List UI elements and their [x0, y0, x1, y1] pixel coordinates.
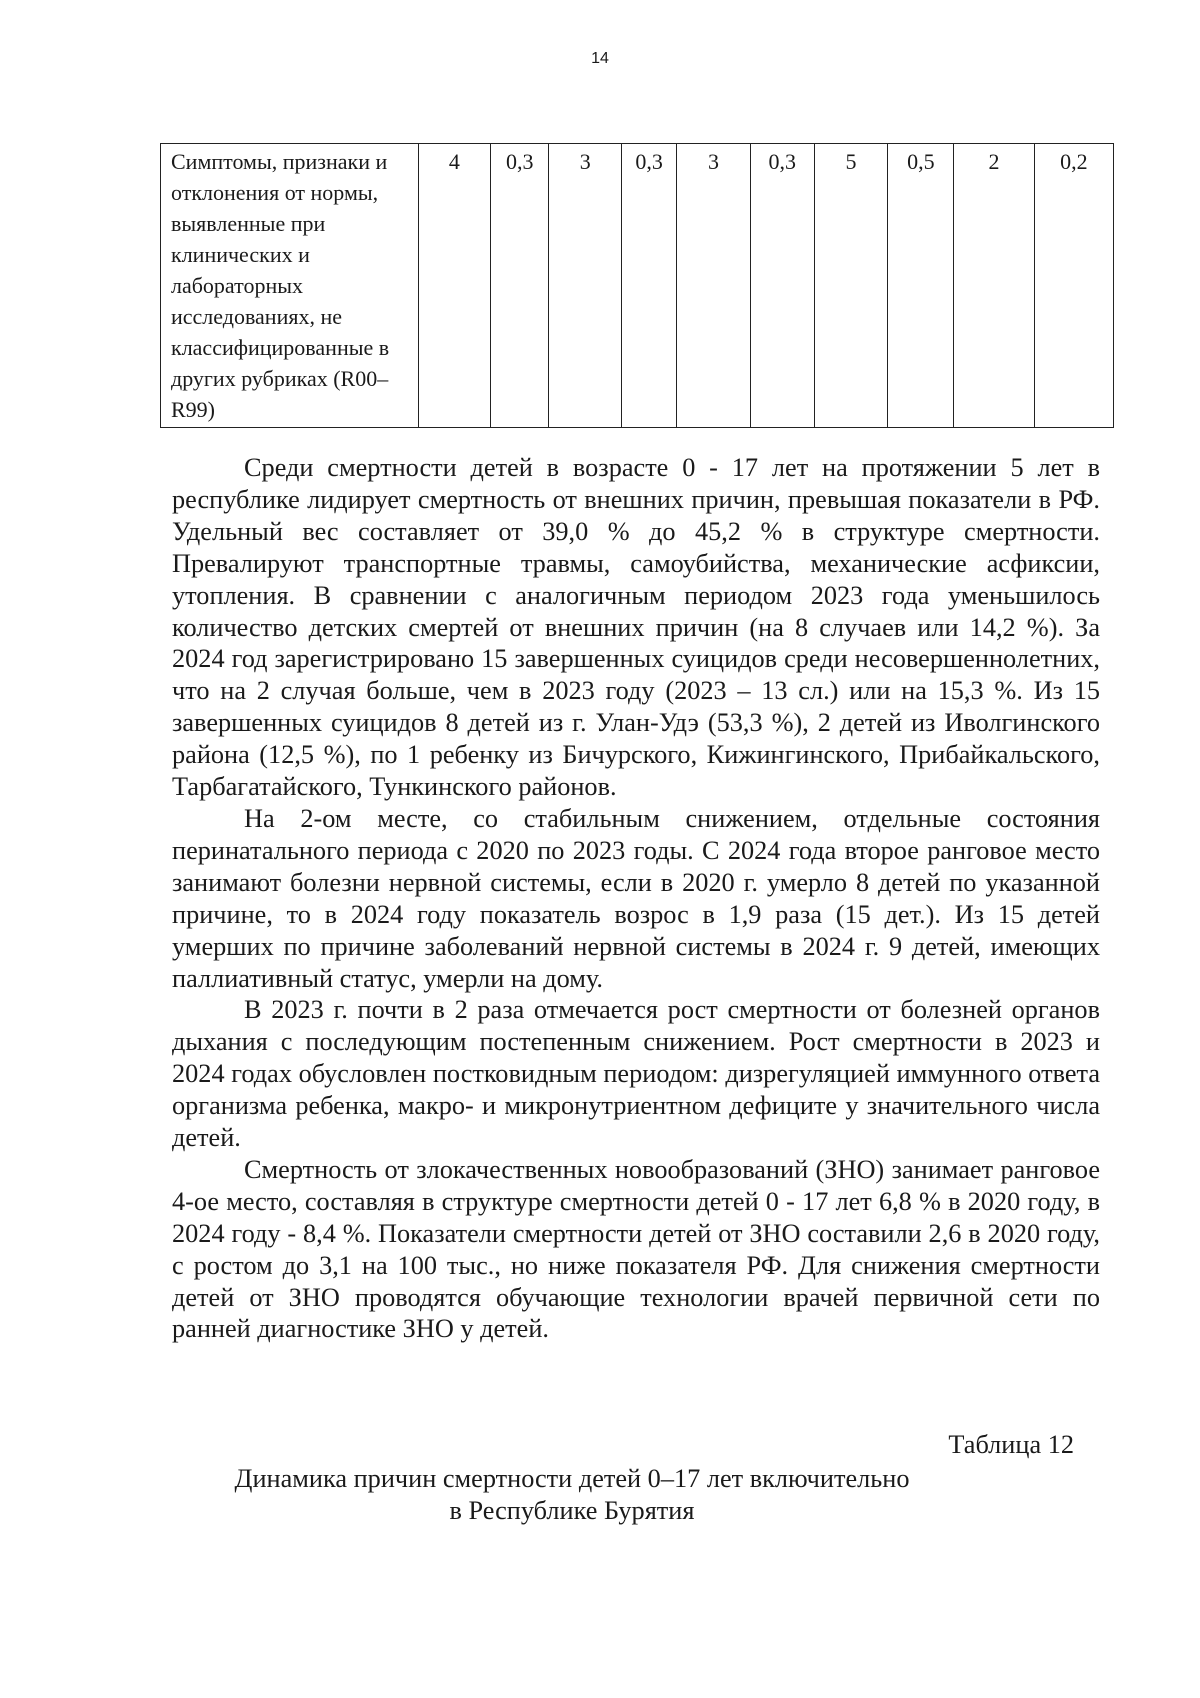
page-number: 14 — [591, 50, 609, 67]
table-cell: 0,3 — [491, 144, 549, 428]
table-cell: 0,3 — [750, 144, 814, 428]
body-text — [172, 452, 1100, 1345]
row-label: Симптомы, признаки и отклонения от нормы, выявленные при клинических и лабораторных исследованиях, не классифицированные в других рубриках (R00–R99) — [161, 144, 419, 428]
paragraph: Среди смертности детей в возрасте 0 - 17 лет на протяжении 5 лет в республике лидирует смертность от внешних причин, превышая показатели в РФ. Удельный вес составляет от 39,0 % до 45,2 % в структуре смертности. Превалируют транспортные травмы, самоубийства, механические асфиксии, утопления. В сравнении с аналогичным периодом 2023 года уменьшилось количество детских смертей от внешних причин (на 8 случаев или 14,2 %). За 2024 год зарегистрировано 15 завершенных суицидов среди несовершеннолетних, что на 2 случая больше, чем в 2023 году (2023 – 13 сл.) или на 15,3 %. Из 15 завершенных суицидов 8 детей из г. Улан-Удэ (53,3 %), 2 детей из Иволгинского района (12,5 %), по 1 ребенку из Бичурского, Кижингинского, Прибайкальского, Тарбагатайского, Тункинского районов. — [172, 453, 1100, 802]
table-cell: 0,5 — [888, 144, 954, 428]
mortality-table-fragment — [160, 143, 1114, 428]
table-title-line: Динамика причин смертности детей 0–17 лет включительно — [234, 1464, 910, 1493]
table-cell: 0,2 — [1034, 144, 1113, 428]
table-cell: 5 — [814, 144, 888, 428]
table-cell: 4 — [418, 144, 491, 428]
table-title-line: в Республике Бурятия — [449, 1496, 695, 1525]
table-title — [192, 1463, 952, 1527]
paragraph: На 2-ом месте, со стабильным снижением, отдельные состояния перинатального периода с 2020 по 2023 годы. С 2024 года второе ранговое место занимают болезни нервной системы, если в 2020 г. умерло 8 детей по указанной причине, то в 2024 году показатель возрос в 1,9 раза (15 дет.). Из 15 детей умерших по причине заболеваний нервной системы в 2024 г. 9 детей, имеющих паллиативный статус, умерли на дому. — [172, 803, 1100, 993]
table-cell: 2 — [954, 144, 1034, 428]
paragraph: В 2023 г. почти в 2 раза отмечается рост смертности от болезней органов дыхания с последующим постепенным снижением. Рост смертности в 2023 и 2024 годах обусловлен постковидным периодом: дизрегуляцией иммунного ответа организма ребенка, макро- и микронутриентном дефиците у значительного числа детей. — [172, 995, 1100, 1153]
table-cell: 3 — [549, 144, 622, 428]
table-number: Таблица 12 — [948, 1430, 1074, 1459]
paragraph: Смертность от злокачественных новообразований (ЗНО) занимает ранговое 4-ое место, составляя в структуре смертности детей 0 - 17 лет 6,8 % в 2020 году, в 2024 году - 8,4 %. Показатели смертности детей от ЗНО составили 2,6 в 2020 году, с ростом до 3,1 на 100 тыс., но ниже показателя РФ. Для снижения смертности детей от ЗНО проводятся обучающие технологии врачей первичной сети по ранней диагностике ЗНО у детей. — [172, 1154, 1100, 1344]
table-cell: 3 — [677, 144, 751, 428]
table-row — [161, 144, 1114, 428]
table-cell: 0,3 — [622, 144, 677, 428]
